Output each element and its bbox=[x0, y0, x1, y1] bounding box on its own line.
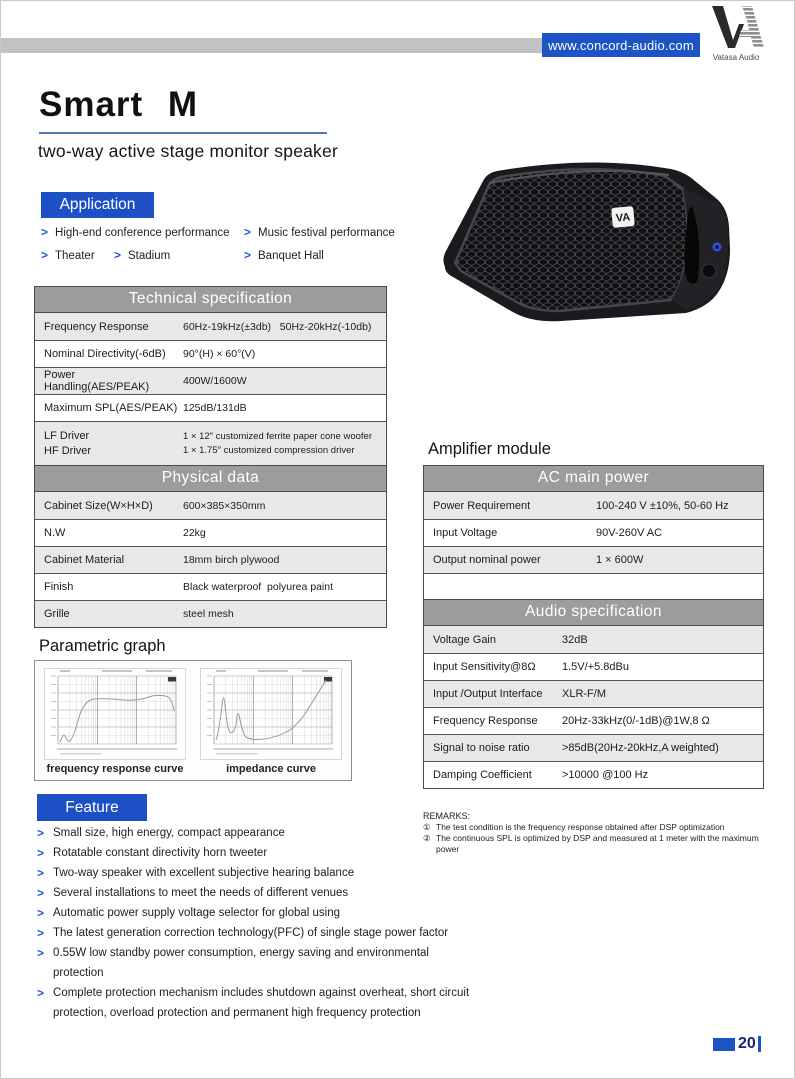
remark-marker: ① bbox=[423, 822, 431, 832]
hf-driver-value: 1 × 1.75″ customized compression driver bbox=[183, 444, 355, 456]
application-heading: Application bbox=[41, 192, 154, 218]
remark-item bbox=[423, 833, 771, 855]
application-item: > Theater bbox=[41, 248, 95, 262]
remark-text: The continuous SPL is optimized by DSP and measured at 1 meter with the maximum power bbox=[436, 833, 759, 854]
driver-row bbox=[35, 421, 386, 465]
feature-text: > Small size, high energy, compact appearance bbox=[53, 827, 285, 839]
remark-item bbox=[423, 822, 771, 833]
application-item: > Banquet Hall bbox=[244, 248, 324, 262]
spec-value: Black waterproof polyurea paint bbox=[183, 581, 333, 593]
impedance-chart bbox=[200, 668, 342, 760]
spec-value: 60Hz-19kHz(±3db) 50Hz-20kHz(-10db) bbox=[183, 320, 372, 333]
title-underline bbox=[39, 132, 327, 134]
spec-value: 100-240 V ±10%, 50-60 Hz bbox=[596, 499, 729, 512]
table-row bbox=[35, 313, 386, 340]
spec-label: Grille bbox=[44, 608, 70, 620]
feature-text: > Rotatable constant directivity horn tweeter bbox=[53, 847, 268, 859]
svg-text:VA: VA bbox=[615, 211, 631, 225]
spec-value: 1.5V/+5.8dBu bbox=[562, 661, 629, 673]
spec-value: 600×385×350mm bbox=[183, 499, 266, 512]
table-row bbox=[424, 492, 763, 519]
spec-label: Signal to noise ratio bbox=[433, 742, 530, 754]
physical-rows bbox=[35, 492, 386, 627]
table-row bbox=[35, 394, 386, 421]
page-subtitle: two-way active stage monitor speaker bbox=[38, 141, 338, 161]
remarks bbox=[423, 811, 771, 855]
spec-label: Input Sensitivity@8Ω bbox=[433, 661, 536, 673]
spec-label: Cabinet Material bbox=[44, 554, 125, 566]
va-logo-icon bbox=[706, 4, 766, 50]
spec-label: Power Requirement bbox=[433, 499, 531, 512]
spec-value: 1 × 600W bbox=[596, 554, 644, 566]
spec-value: 22kg bbox=[183, 527, 206, 539]
table-row bbox=[424, 653, 763, 680]
spec-value: 400W/1600W bbox=[183, 375, 247, 387]
hf-driver-label: HF Driver bbox=[44, 444, 92, 457]
table-row bbox=[35, 573, 386, 600]
table-row bbox=[35, 340, 386, 367]
feature-item bbox=[37, 943, 475, 983]
spec-value: >10000 @100 Hz bbox=[562, 769, 649, 781]
audio-specification-heading: Audio specification bbox=[424, 599, 763, 626]
feature-text: > Automatic power supply voltage selector for global using bbox=[53, 907, 341, 919]
spec-value: >85dB(20Hz-20kHz,A weighted) bbox=[562, 742, 719, 754]
spec-label: Input Voltage bbox=[433, 527, 498, 539]
website-url[interactable]: www.concord-audio.com bbox=[542, 33, 700, 57]
table-row bbox=[424, 707, 763, 734]
table-row bbox=[35, 367, 386, 394]
parametric-graph-heading: Parametric graph bbox=[39, 637, 166, 655]
feature-item bbox=[37, 843, 475, 863]
spec-value: 90°(H) × 60°(V) bbox=[183, 348, 256, 360]
table-row bbox=[424, 519, 763, 546]
table-row bbox=[35, 600, 386, 627]
header-gray-bar bbox=[1, 38, 544, 53]
spec-value: 20Hz-33kHz(0/-1dB)@1W,8 Ω bbox=[562, 715, 710, 727]
remarks-title: REMARKS: bbox=[423, 811, 471, 821]
speaker-badge bbox=[611, 206, 635, 228]
empty-row bbox=[424, 573, 763, 599]
feature-list bbox=[37, 823, 475, 1023]
audio-rows bbox=[424, 626, 763, 788]
chart-caption: impedance curve bbox=[226, 763, 316, 775]
spec-value: 125dB/131dB bbox=[183, 402, 247, 414]
feature-item bbox=[37, 823, 475, 843]
spec-label: Finish bbox=[44, 581, 74, 593]
lf-driver-value: 1 × 12″ customized ferrite paper cone woofer bbox=[183, 430, 372, 442]
brand-logo bbox=[700, 4, 772, 62]
brand-name: Vatasa Audio bbox=[712, 53, 760, 62]
spec-label: N.W bbox=[44, 527, 66, 539]
spec-label: Power Handling(AES/PEAK) bbox=[44, 369, 150, 393]
table-row bbox=[424, 626, 763, 653]
page-number-bar bbox=[758, 1036, 761, 1052]
port-hole bbox=[702, 264, 716, 278]
spec-label: Input /Output Interface bbox=[433, 688, 543, 700]
tech-spec-rows bbox=[35, 313, 386, 421]
table-row bbox=[424, 680, 763, 707]
amplifier-module-heading: Amplifier module bbox=[428, 440, 551, 458]
feature-text: > The latest generation correction technology(PFC) of single stage power factor bbox=[53, 927, 449, 939]
application-item: > Music festival performance bbox=[244, 225, 395, 239]
feature-text: > 0.55W low standby power consumption, energy saving and environmental protection bbox=[53, 947, 429, 979]
feature-item bbox=[37, 903, 475, 923]
page-number-marker bbox=[713, 1035, 761, 1053]
table-row bbox=[35, 492, 386, 519]
feature-item bbox=[37, 983, 475, 1023]
specification-table bbox=[34, 286, 387, 628]
physical-data-heading: Physical data bbox=[35, 465, 386, 492]
feature-heading: Feature bbox=[37, 794, 147, 821]
lf-driver-label: LF Driver bbox=[44, 429, 90, 442]
table-row bbox=[424, 761, 763, 788]
feature-item bbox=[37, 863, 475, 883]
feature-item bbox=[37, 883, 475, 903]
spec-label: Cabinet Size(W×H×D) bbox=[44, 499, 153, 512]
parametric-graph-box bbox=[34, 660, 352, 781]
ac-main-power-heading: AC main power bbox=[424, 466, 763, 492]
spec-value: 18mm birch plywood bbox=[183, 554, 280, 566]
table-row bbox=[424, 546, 763, 573]
tech-spec-heading: Technical specification bbox=[35, 287, 386, 313]
feature-text: > Two-way speaker with excellent subjective hearing balance bbox=[53, 867, 355, 879]
spec-label: Voltage Gain bbox=[433, 633, 496, 646]
ac-rows bbox=[424, 492, 763, 573]
spec-label: Frequency Response bbox=[433, 715, 538, 727]
remark-marker: ② bbox=[423, 833, 431, 843]
spec-value: steel mesh bbox=[183, 608, 234, 620]
table-row bbox=[35, 519, 386, 546]
frequency-response-chart bbox=[44, 668, 186, 760]
spec-value: 90V-260V AC bbox=[596, 527, 663, 539]
feature-text: > Several installations to meet the needs of different venues bbox=[53, 887, 349, 899]
remarks-list bbox=[423, 822, 771, 855]
spec-label: Frequency Response bbox=[44, 320, 149, 333]
feature-item bbox=[37, 923, 475, 943]
spec-label: Maximum SPL(AES/PEAK) bbox=[44, 402, 178, 414]
spec-value: 32dB bbox=[562, 633, 588, 646]
page-number-rect bbox=[713, 1038, 735, 1051]
application-item: > High-end conference performance bbox=[41, 225, 230, 239]
chart-caption: frequency response curve bbox=[46, 763, 184, 775]
feature-text: > Complete protection mechanism includes shutdown against overheat, short circuit protection, overload protection and permanent high frequency protection bbox=[53, 987, 470, 1019]
spec-label: Damping Coefficient bbox=[433, 769, 532, 781]
application-item: > Stadium bbox=[114, 248, 170, 262]
amplifier-table bbox=[423, 465, 764, 789]
table-row bbox=[35, 546, 386, 573]
spec-value: XLR-F/M bbox=[562, 688, 606, 700]
remark-text: The test condition is the frequency response obtained after DSP optimization bbox=[436, 822, 725, 832]
spec-label: Nominal Directivity(-6dB) bbox=[44, 348, 166, 360]
page-number: 20 bbox=[738, 1035, 756, 1052]
spec-label: Output nominal power bbox=[433, 554, 541, 566]
page-title: Smart M bbox=[39, 85, 199, 124]
speaker-product-image bbox=[431, 149, 756, 344]
table-row bbox=[424, 734, 763, 761]
